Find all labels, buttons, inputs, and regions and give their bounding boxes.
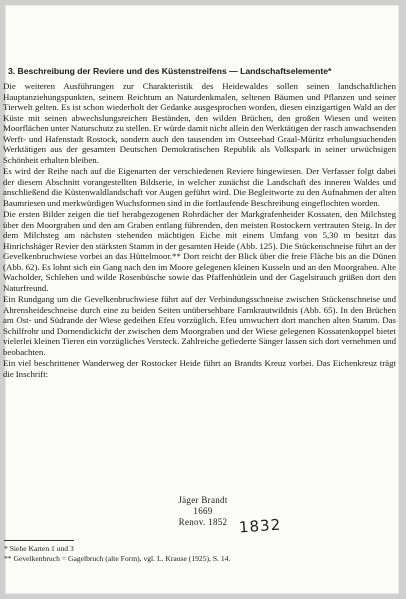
footnote: * Siehe Karten 1 und 3 bbox=[4, 544, 74, 553]
footnote-divider bbox=[4, 540, 74, 541]
paragraph: Es wird der Reihe nach auf die Eigenarten der verschiedenen Reviere hingewiesen. Der Verfasser folgt dabei der diesem Abschnitt vorangestellten Bildserie, in welcher zunächst die Landschaft des inneren Waldes und anschließend die Küstenwaldlandschaft vor Augen geführt wird. Die Begleitworte zu den Aufnahmen der alten Baumriesen und merkwürdigen Wuchsformen sind in die fortlaufende Beschreibung eingeflochten worden. bbox=[3, 166, 396, 208]
footnotes bbox=[4, 544, 394, 563]
section-heading: 3. Beschreibung der Reviere und des Küstenstreifens — Landschaftselemente* bbox=[8, 66, 332, 76]
paragraph: Die weiteren Ausführungen zur Charakteristik des Heidewaldes sollen seinen landschaftlichen Hauptanziehungspunkten, seinem Reichtum an Naturdenkmalen, seltenen Bäumen und Pflanzen und seiner Tierwelt gelten. Es ist schon wiederholt der Gedanke ausgesprochen worden, diesen einzigartigen Wald an der Küste mit seinen abwechslungsreichen Beständen, den wilden Brüchen, den großen Wiesen und weiten Moorflächen unter Naturschutz zu stellen. Er würde damit nicht allein den Werktätigen der rasch anwachsenden Werft- und Hafenstadt Rostock, sondern auch den tausenden im Ostseebad Graal-Müritz erholungsuchenden Werktätigen aus der gesamten Deutschen Demokratischen Republik als Volkspark in seiner urwüchsigen Schönheit erhalten bleiben. bbox=[3, 81, 396, 165]
inscription-renovation: Renov. 1852 bbox=[178, 517, 228, 527]
inscription-name: Jäger Brandt bbox=[178, 495, 228, 505]
handwritten-note: 1832 bbox=[238, 515, 282, 537]
paragraph: Die ersten Bilder zeigen die tief herabgezogenen Rohrdächer der Markgrafenheider Kossaten, den Milchsteg über den Moorgraben und den am Graben entlang führenden, den meisten Rostockern vertrauten Steig. In der dem Milchsteg am nächsten stehenden mächtigen Eiche mit einem Umfang von 5,30 m besitzt das Hinrichshäger Revier den stärksten Stamm in der gesamten Heide (Abb. 125). Die Stückenschneise führt an der Gevelkenbruchwiese vorbei an das Hüttelmoor.** Dort reicht der Blick über die freie Fläche bis an die Dünen (Abb. 62). Es lohnt sich ein Gang nach den im Moore gelegenen kleinen Kusseln und an den Moorgraben. Alte Wacholder, Schlehen und wilde Rosenbüsche sowie das Pfaffenhütlein und der Gagelstrauch grüßen dort den Naturfreund. bbox=[3, 209, 396, 293]
cross-inscription bbox=[0, 495, 406, 528]
inscription-year: 1669 bbox=[193, 506, 213, 516]
paragraph: Ein Rundgang um die Gevelkenbruchwiese führt auf der Verbindungsschneise zwischen Stückenschneise und Ahrensheideschneise durch eine zu beiden Seiten unübersehbare Farnkrautwildnis (Abb. 65). In den Brüchen am Ost- und Südrande der Wiese gedeihen Efeu vorzüglich. Efeu umwuchert dort manchen alten Stamm. Das Schilfrohr und Dornendickicht der zwischen dem Moorgraben und der Wiese gelegenen Kossatenkoppel bietet vielerlei kleinen Tieren ein vorzügliches Versteck. Zahlreiche gefiederte Sänger lassen sich dort vernehmen und beobachten. bbox=[3, 294, 396, 357]
footnote: ** Gevelkenbruch = Gagelbruch (alte Form), vgl. L. Krause (1925), S. 14. bbox=[4, 553, 231, 563]
body-text bbox=[3, 81, 396, 380]
paragraph: Ein viel beschrittener Wanderweg der Rostocker Heide führt an Brandts Kreuz vorbei. Das Eichenkreuz trägt die Inschrift: bbox=[3, 358, 396, 379]
